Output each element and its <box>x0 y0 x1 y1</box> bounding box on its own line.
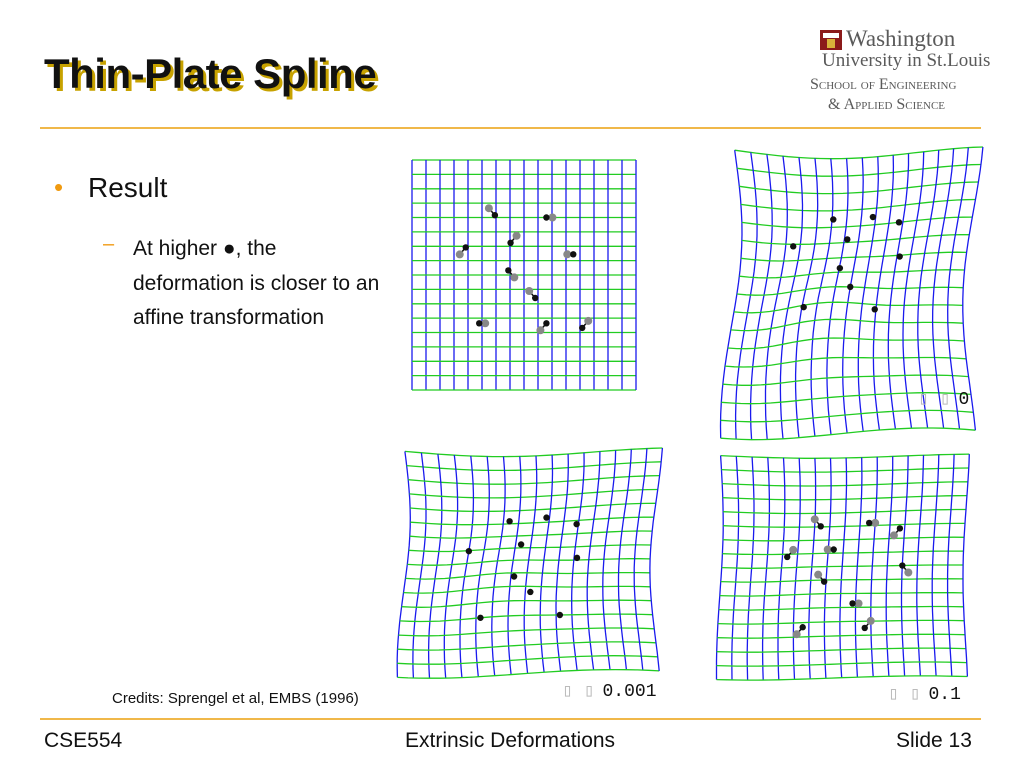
source-landmark <box>492 212 498 218</box>
grid-line-vertical <box>476 457 490 677</box>
grid-line-vertical <box>508 456 521 674</box>
grid-line-horizontal <box>410 503 656 511</box>
grid-line-horizontal <box>735 147 983 159</box>
grid-line-vertical <box>778 458 785 680</box>
source-landmark <box>866 520 872 526</box>
grid-line-vertical <box>811 159 833 437</box>
source-landmark <box>831 546 837 552</box>
grid-line-vertical <box>524 456 537 674</box>
lambda-label-0.1: ▯ ▯ 0.1 <box>888 685 961 705</box>
grid-line-horizontal <box>734 302 963 313</box>
source-landmark <box>506 518 512 524</box>
grid-line-horizontal <box>723 523 965 527</box>
logo-line-3: School of Engineering <box>810 76 957 93</box>
source-landmark <box>463 244 469 250</box>
logo-line-4: & Applied Science <box>828 96 946 113</box>
title-divider <box>40 127 981 129</box>
target-landmark <box>485 204 493 212</box>
source-landmark <box>870 214 876 220</box>
source-landmark <box>897 525 903 531</box>
grid-line-horizontal <box>398 642 657 650</box>
grid-line-horizontal <box>400 614 653 621</box>
lambda-label-0.001: ▯ ▯ 0.001 <box>562 682 657 702</box>
sub-bullet-text <box>133 232 393 336</box>
grid-line-horizontal <box>397 670 659 679</box>
sub-bullet-suffix: , the deformation is closer to an affine transformation <box>133 237 380 329</box>
source-landmark <box>872 306 878 312</box>
grid-line-vertical <box>963 454 969 676</box>
grid-line-horizontal <box>719 607 964 611</box>
credits-text: Credits: Sprengel et al, EMBS (1996) <box>112 690 359 707</box>
sub-bullet-prefix: At higher <box>133 237 223 260</box>
seal-icon <box>818 28 844 52</box>
grid-line-horizontal <box>717 634 965 638</box>
grid-line-vertical <box>824 458 831 678</box>
grid-line-vertical <box>843 158 864 433</box>
grid-line-vertical <box>793 458 800 679</box>
grid-line-horizontal <box>402 600 652 607</box>
footer-slide-number: Slide 13 <box>896 729 972 752</box>
grid-line-vertical <box>650 448 663 671</box>
grid-line-vertical <box>492 457 505 676</box>
grid-line-horizontal <box>741 252 967 261</box>
grid-line-vertical <box>572 453 584 671</box>
lambda-glyph: ▯ ▯ <box>562 682 595 702</box>
grid-line-horizontal <box>725 358 966 368</box>
source-landmark <box>574 555 580 561</box>
grid-line-vertical <box>736 152 758 439</box>
lambda-glyph: ▯ ▯ <box>888 685 921 705</box>
source-landmark <box>579 325 585 331</box>
source-landmark <box>821 578 827 584</box>
source-landmark <box>790 243 796 249</box>
grid-line-vertical <box>796 158 818 437</box>
source-landmark <box>570 251 576 257</box>
grid-line-horizontal <box>739 182 978 194</box>
grid-line-horizontal <box>723 496 967 500</box>
grid-panel-lambda-0.001 <box>400 448 666 684</box>
grid-line-vertical <box>751 154 773 439</box>
target-landmark <box>510 273 518 281</box>
target-landmark <box>811 515 819 523</box>
source-landmark <box>466 548 472 554</box>
target-landmark <box>481 319 489 327</box>
grid-line-horizontal <box>742 217 972 228</box>
source-landmark <box>543 214 549 220</box>
footer-course: CSE554 <box>44 729 123 752</box>
grid-line-horizontal <box>742 235 969 245</box>
grid-line-horizontal <box>741 200 976 211</box>
footer-divider <box>40 718 981 720</box>
grid-line-horizontal <box>407 462 662 471</box>
lambda-glyph: ▯ ▯ <box>918 390 951 410</box>
grid-line-horizontal <box>722 482 968 486</box>
grid-line-vertical <box>540 455 552 672</box>
source-landmark <box>476 320 482 326</box>
source-landmark <box>844 236 850 242</box>
grid-line-vertical <box>766 156 788 439</box>
grid-line-vertical <box>855 458 862 678</box>
source-landmark <box>800 304 806 310</box>
source-landmark <box>543 514 549 520</box>
grid-line-horizontal <box>720 593 963 596</box>
target-landmark <box>867 617 875 625</box>
source-landmark <box>507 240 513 246</box>
bullet-marker: • <box>54 172 64 202</box>
university-logo <box>810 26 991 118</box>
footer-topic: Extrinsic Deformations <box>405 729 616 752</box>
grid-panel-original <box>408 156 644 398</box>
target-landmark <box>789 546 797 554</box>
grid-line-vertical <box>587 452 600 670</box>
grid-line-horizontal <box>728 338 965 349</box>
target-landmark <box>793 630 801 638</box>
source-landmark <box>896 253 902 259</box>
target-landmark <box>513 232 521 240</box>
source-landmark <box>543 320 549 326</box>
source-landmark <box>837 265 843 271</box>
grid-line-horizontal <box>723 510 966 514</box>
source-landmark <box>505 267 511 273</box>
source-landmark <box>799 624 805 630</box>
target-landmark <box>525 287 533 295</box>
target-landmark <box>536 326 544 334</box>
grid-line-horizontal <box>404 586 651 593</box>
grid-line-vertical <box>603 450 616 669</box>
source-landmark <box>899 562 905 568</box>
target-landmark <box>904 569 912 577</box>
sub-bullet-marker: – <box>103 233 115 255</box>
grid-line-horizontal <box>721 410 974 421</box>
grid-line-vertical <box>429 454 442 678</box>
source-landmark <box>862 625 868 631</box>
source-landmark <box>532 295 538 301</box>
grid-line-horizontal <box>408 476 659 485</box>
source-landmark <box>896 219 902 225</box>
grid-line-vertical <box>840 458 847 678</box>
grid-line-horizontal <box>721 428 976 440</box>
grid-line-horizontal <box>731 319 963 330</box>
source-landmark <box>573 521 579 527</box>
grid-line-horizontal <box>406 573 650 580</box>
grid-line-horizontal <box>721 454 970 458</box>
grid-line-horizontal <box>399 628 655 636</box>
lambda-label-0: ▯ ▯ 0 <box>918 390 970 410</box>
grid-line-vertical <box>809 458 816 679</box>
source-landmark <box>784 554 790 560</box>
logo-line-2: University in St.Louis <box>822 50 991 71</box>
grid-line-horizontal <box>409 490 657 498</box>
grid-line-horizontal <box>410 531 652 538</box>
source-landmark <box>849 600 855 606</box>
source-landmark <box>527 589 533 595</box>
grid-line-horizontal <box>397 656 658 665</box>
grid-line-horizontal <box>723 375 969 385</box>
grid-line-vertical <box>444 455 457 678</box>
grid-line-horizontal <box>718 620 964 624</box>
grid-line-horizontal <box>737 165 981 177</box>
source-landmark <box>557 612 563 618</box>
target-landmark <box>456 250 464 258</box>
lambda-symbol: ● <box>222 237 236 260</box>
source-landmark <box>830 216 836 222</box>
grid-panel-lambda-0.1 <box>716 452 976 688</box>
logo-line-1: Washington <box>846 26 956 51</box>
grid-line-vertical <box>827 159 848 435</box>
grid-line-horizontal <box>722 468 969 472</box>
grid-line-vertical <box>780 158 802 439</box>
target-landmark <box>548 214 556 222</box>
grid-line-horizontal <box>405 448 663 457</box>
target-landmark <box>855 599 863 607</box>
grid-line-vertical <box>871 457 878 677</box>
target-landmark <box>814 571 822 579</box>
grid-line-vertical <box>948 148 969 429</box>
grid-line-horizontal <box>410 517 654 525</box>
target-landmark <box>584 317 592 325</box>
grid-line-vertical <box>460 456 473 678</box>
grid-line-horizontal <box>717 648 966 652</box>
source-landmark <box>511 573 517 579</box>
slide-title: Thin-Plate Spline <box>44 50 377 97</box>
source-landmark <box>477 615 483 621</box>
source-landmark <box>518 541 524 547</box>
grid-line-vertical <box>556 454 568 671</box>
source-landmark <box>818 523 824 529</box>
source-landmark <box>847 284 853 290</box>
bullet-text: Result <box>88 172 168 203</box>
target-landmark <box>890 531 898 539</box>
